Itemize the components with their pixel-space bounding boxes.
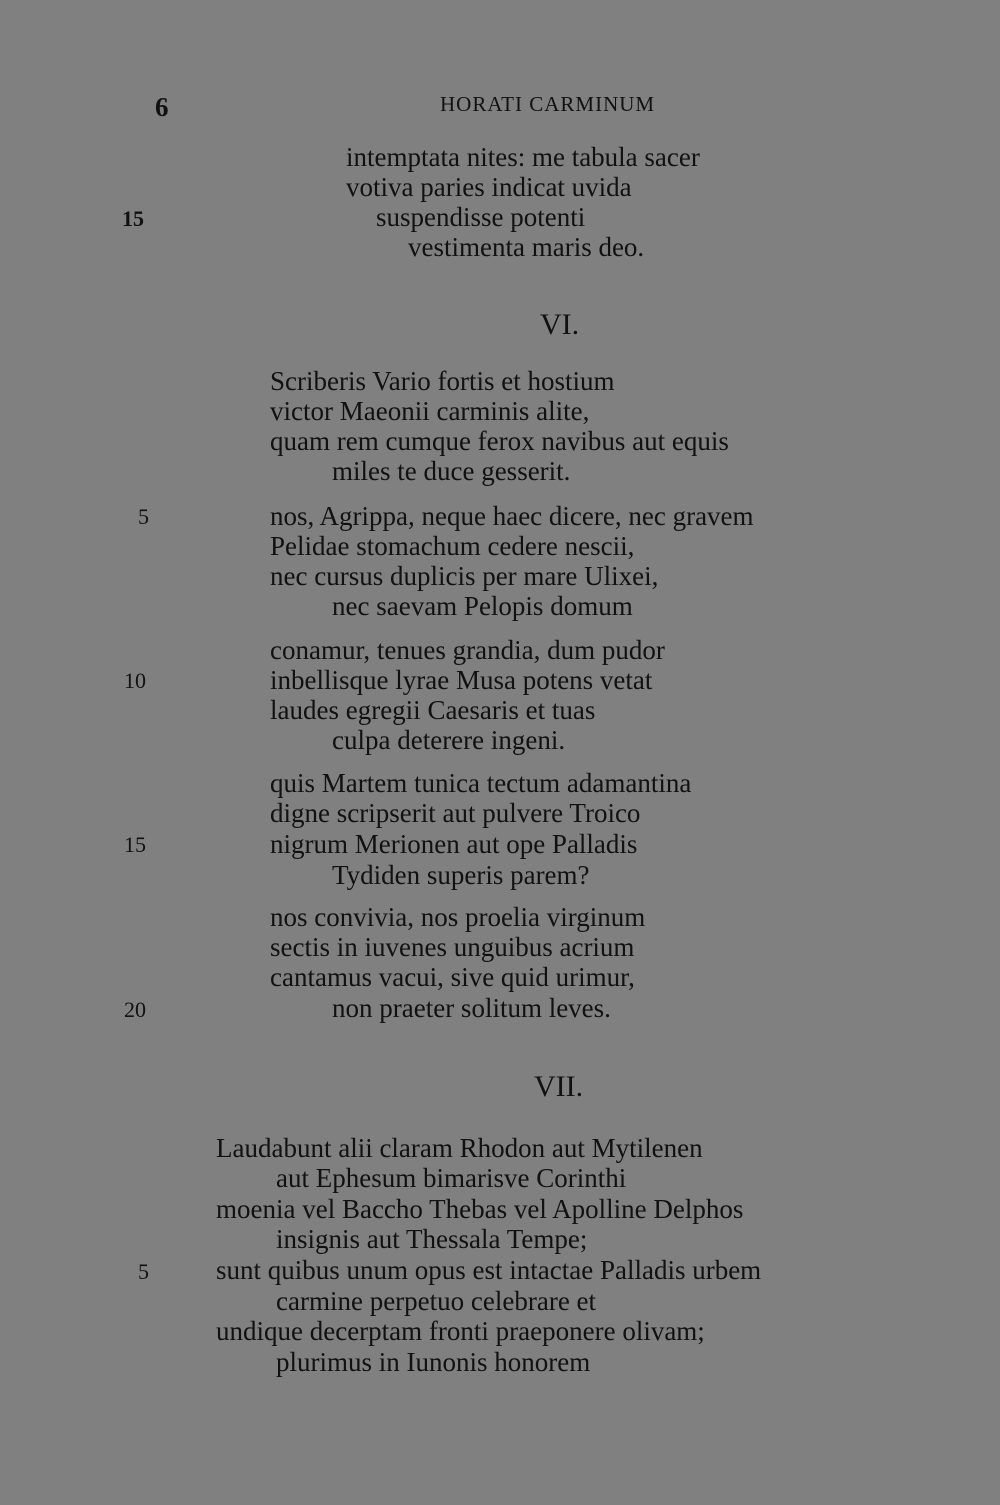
verse-line: carmine perpetuo celebrare et <box>276 1286 597 1316</box>
page-number: 6 <box>155 92 169 122</box>
verse-line: nos convivia, nos proelia virginum <box>270 902 646 932</box>
verse-line: non praeter solitum leves. <box>332 993 611 1023</box>
line-number: 5 <box>138 1259 149 1284</box>
verse-line: intemptata nites: me tabula sacer <box>346 142 700 172</box>
verse-line: undique decerptam fronti praeponere olivam; <box>216 1316 705 1346</box>
verse-line: sectis in iuvenes unguibus acrium <box>270 932 635 962</box>
verse-line: nec saevam Pelopis domum <box>332 591 633 621</box>
verse-line: aut Ephesum bimarisve Corinthi <box>276 1163 627 1193</box>
verse-line: nos, Agrippa, neque haec dicere, nec gravem <box>270 501 754 531</box>
line-number: 5 <box>138 504 149 529</box>
verse-line: vestimenta maris deo. <box>408 232 645 262</box>
verse-line: Laudabunt alii claram Rhodon aut Mytilenen <box>216 1133 703 1163</box>
verse-line: digne scripserit aut pulvere Troico <box>270 798 641 828</box>
verse-line: Scriberis Vario fortis et hostium <box>270 366 615 396</box>
verse-line: nec cursus duplicis per mare Ulixei, <box>270 561 659 591</box>
verse-line: victor Maeonii carminis alite, <box>270 396 590 426</box>
line-number: 15 <box>124 832 146 857</box>
verse-line: laudes egregii Caesaris et tuas <box>270 695 596 725</box>
ode-title: VII. <box>534 1070 584 1103</box>
verse-line: quis Martem tunica tectum adamantina <box>270 768 692 798</box>
verse-line: miles te duce gesserit. <box>332 456 571 486</box>
verse-line: nigrum Merionen aut ope Palladis <box>270 829 638 859</box>
line-number: 15 <box>122 206 144 231</box>
line-number: 10 <box>124 668 146 693</box>
verse-line: suspendisse potenti <box>376 202 586 232</box>
ode-title: VI. <box>540 308 580 341</box>
verse-line: Tydiden superis parem? <box>332 860 590 890</box>
verse-line: Pelidae stomachum cedere nescii, <box>270 531 635 561</box>
verse-line: inbellisque lyrae Musa potens vetat <box>270 665 653 695</box>
line-number: 20 <box>124 997 146 1022</box>
verse-line: conamur, tenues grandia, dum pudor <box>270 635 665 665</box>
verse-line: quam rem cumque ferox navibus aut equis <box>270 426 729 456</box>
verse-line: sunt quibus unum opus est intactae Palladis urbem <box>216 1255 762 1285</box>
verse-line: cantamus vacui, sive quid urimur, <box>270 962 635 992</box>
verse-line: moenia vel Baccho Thebas vel Apolline Delphos <box>216 1194 744 1224</box>
verse-line: insignis aut Thessala Tempe; <box>276 1224 588 1254</box>
verse-line: plurimus in Iunonis honorem <box>276 1347 591 1377</box>
running-head: HORATI CARMINUM <box>440 92 656 116</box>
verse-line: votiva paries indicat uvida <box>346 172 632 202</box>
verse-line: culpa deterere ingeni. <box>332 725 566 755</box>
